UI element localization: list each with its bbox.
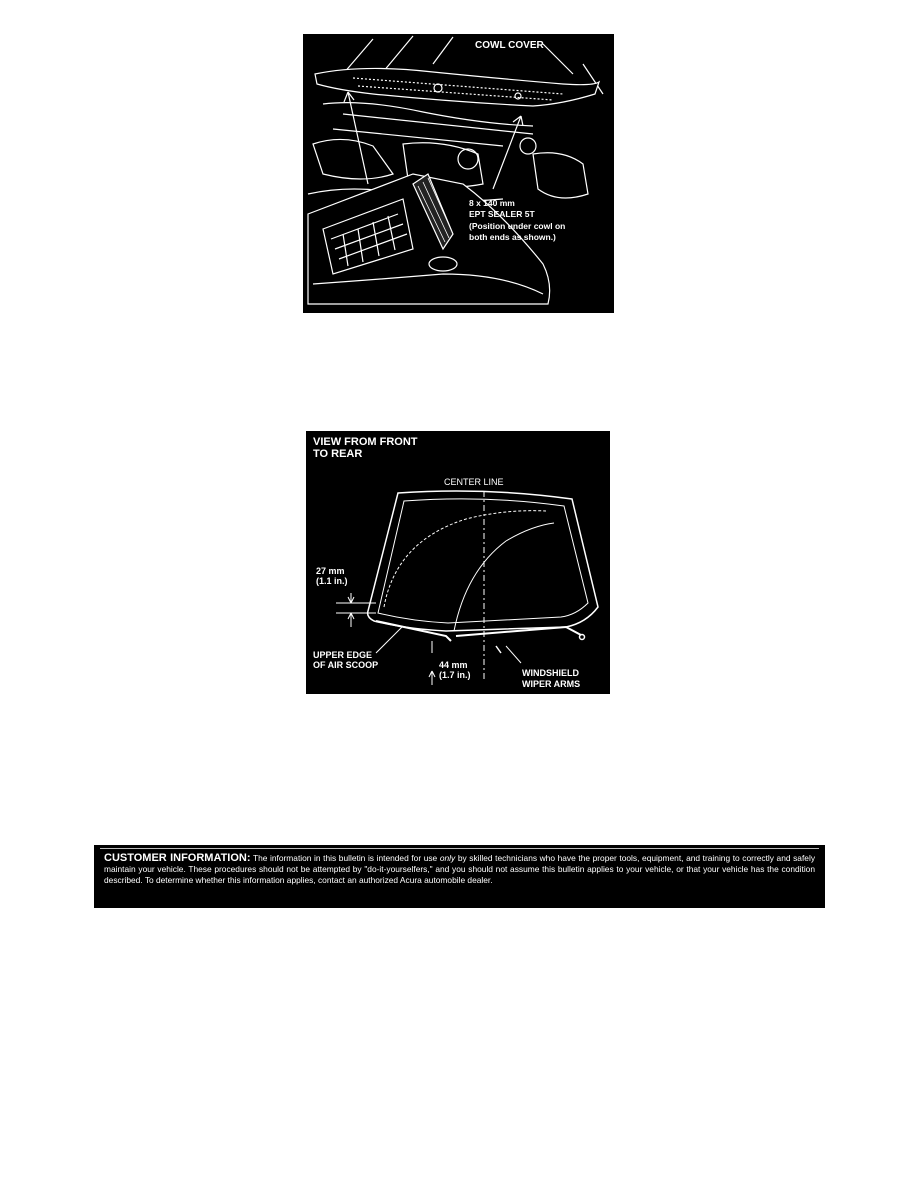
wiper-label-line2: WIPER ARMS — [522, 679, 581, 689]
sealer-note-line2: both ends as shown.) — [469, 232, 556, 242]
air-scoop-label-line2: OF AIR SCOOP — [313, 660, 379, 670]
dim1-mm-label: 27 mm — [316, 566, 345, 576]
cowl-cover-illustration — [303, 34, 614, 313]
customer-information-notice — [94, 845, 825, 908]
view-label-line1: VIEW FROM FRONT — [313, 436, 418, 448]
windshield-figure — [306, 431, 610, 694]
dim1-in-label: (1.1 in.) — [316, 576, 348, 586]
notice-text-before: The information in this bulletin is intended for use — [252, 853, 438, 863]
wiper-label-line1: WINDSHIELD — [522, 668, 579, 678]
dim2-mm-label: 44 mm — [439, 660, 468, 670]
air-scoop-label-line1: UPPER EDGE — [313, 650, 373, 660]
center-line-label: CENTER LINE — [444, 477, 504, 487]
view-label-line2: TO REAR — [313, 448, 363, 460]
cowl-cover-figure — [303, 34, 614, 313]
sealer-size-label: 8 x 140 mm — [469, 198, 515, 208]
notice-divider — [100, 848, 819, 849]
notice-heading: CUSTOMER INFORMATION: — [104, 852, 251, 864]
sealer-note-line1: (Position under cowl on — [469, 221, 566, 231]
cowl-cover-label: COWL COVER — [475, 40, 544, 51]
sealer-name-label: EPT SEALER 5T — [469, 209, 535, 219]
dim2-in-label: (1.7 in.) — [439, 670, 471, 680]
notice-emphasis: only — [439, 853, 456, 863]
notice-paragraph — [104, 853, 815, 886]
notice-text-after: by skilled technicians who have the proper tools, equipment, and training to correctly and safely maintain your vehicle. These procedures should not be attempted by "do-it-yourselfers," and you should not assume this bulletin applies to your vehicle, or that your vehicle has the condition described. To determine whether this information applies, contact an authorized Acura automobile dealer. — [104, 853, 816, 885]
